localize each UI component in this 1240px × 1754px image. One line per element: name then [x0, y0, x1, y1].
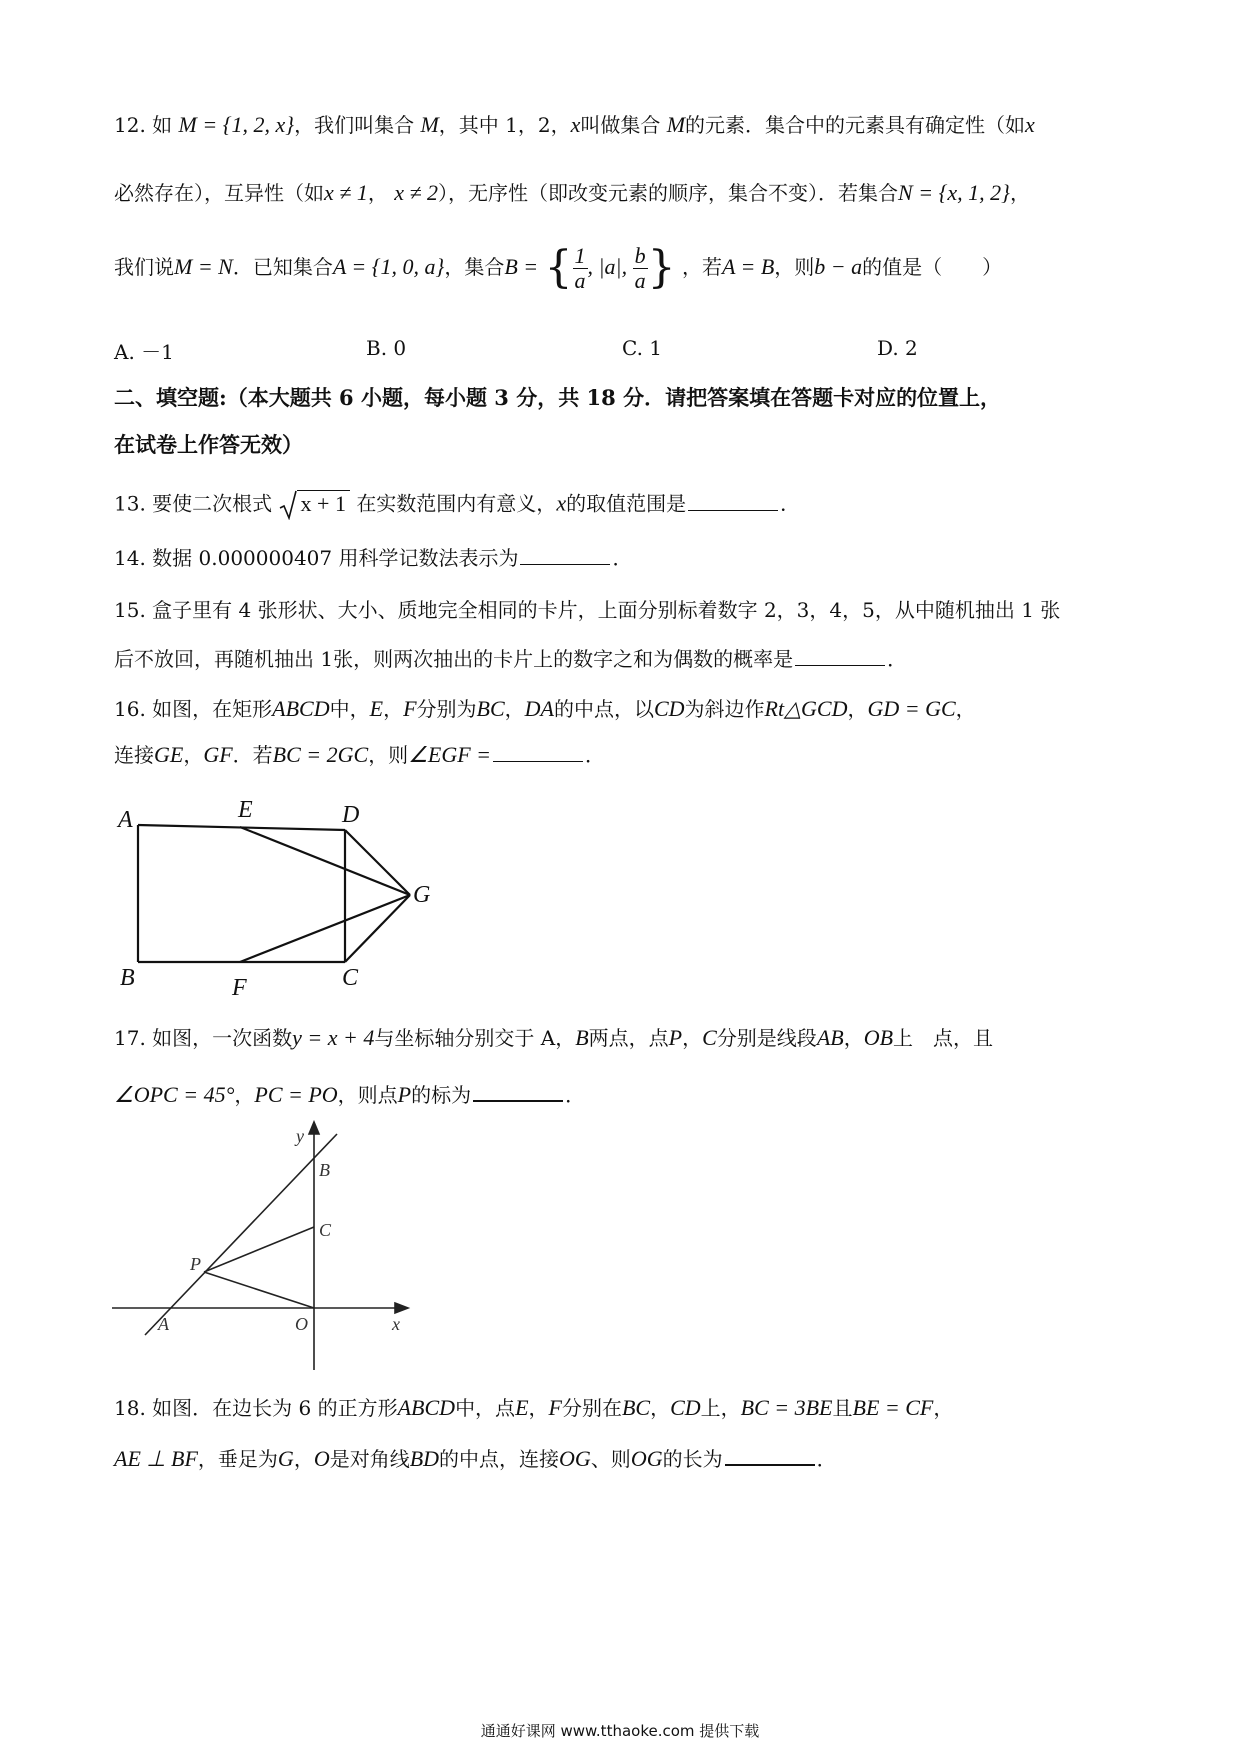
math: ABCD — [397, 1395, 456, 1420]
text: ．已知集合 — [232, 254, 333, 279]
math: E — [515, 1395, 529, 1420]
label-b: B — [319, 1160, 330, 1180]
q17-line2 — [114, 1082, 585, 1108]
text: 叫做集合 — [580, 113, 661, 137]
label-e: E — [238, 797, 253, 823]
math: ∠OPC = 45° — [114, 1082, 235, 1107]
math: BC — [621, 1395, 651, 1420]
fraction-b-over-a — [633, 244, 648, 293]
text: 12. 如 — [114, 113, 173, 137]
text: ， — [293, 1447, 314, 1471]
label-c: C — [319, 1220, 332, 1240]
math: BE = CF — [852, 1395, 934, 1420]
q12-option-a: A. －1 — [114, 340, 174, 364]
math: CD — [670, 1395, 701, 1420]
math: BD — [409, 1446, 440, 1471]
text: ． — [585, 743, 606, 767]
math: y = x + 4 — [292, 1025, 375, 1050]
text: 的元素．集合中的元素具有确定性（如 — [685, 113, 1026, 137]
answer-blank — [520, 563, 610, 565]
text: 在实数范围内有意义， — [356, 491, 557, 516]
edge-dg — [345, 830, 410, 895]
math: O — [313, 1446, 330, 1471]
math: A = {1, 0, a} — [332, 253, 445, 279]
radical-sign-icon — [279, 490, 297, 520]
q12-line2 — [114, 180, 1030, 206]
math: ∠EGF = — [408, 742, 492, 767]
math: BC — [476, 696, 505, 721]
math: A = B — [721, 253, 775, 279]
q15-line1: 15. 盒子里有 4 张形状、大小、质地完全相同的卡片，上面分别标着数字 2，3，4，5，从中随机抽出 1 张 — [114, 598, 1061, 622]
label-f: F — [232, 975, 247, 1001]
math: BC = 3BE — [740, 1395, 833, 1420]
math: B — [575, 1025, 589, 1050]
q18-line2 — [114, 1446, 837, 1472]
q14-line — [114, 546, 632, 570]
answer-blank — [473, 1099, 563, 1102]
math: PC = PO — [254, 1082, 338, 1107]
label-p: P — [190, 1254, 201, 1274]
edge-cg — [345, 895, 410, 962]
label-b: B — [120, 965, 135, 991]
q15-line2 — [114, 647, 907, 671]
text: ， — [234, 1083, 255, 1107]
math: CD — [653, 696, 685, 721]
text: 18. 如图．在边长为 6 的正方形 — [114, 1396, 398, 1420]
math: E — [369, 696, 384, 721]
q12-option-c: C. 1 — [622, 336, 663, 360]
math: Rt△GCD — [764, 696, 848, 721]
text: ． — [612, 546, 633, 570]
text: 中， — [329, 697, 370, 721]
q12-line3 — [114, 242, 1002, 295]
text: 后不放回，再随机抽出 1张，则两次抽出的卡片上的数字之和为偶数的概率是 — [114, 647, 794, 671]
text: 上， — [700, 1396, 741, 1420]
page-footer: 通通好课网 www.tthaoke.com 提供下载 — [480, 1722, 760, 1740]
math: x — [570, 112, 581, 137]
q16-line2 — [114, 742, 605, 768]
math: C — [702, 1025, 717, 1050]
q16-figure — [110, 795, 460, 1005]
q13-line — [114, 490, 800, 520]
text: 14. 数据 0.000000407 用科学记数法表示为 — [114, 546, 519, 570]
math: M = N — [174, 253, 233, 279]
text: ， — [933, 1396, 954, 1420]
math: GF — [203, 742, 233, 767]
math: OG — [559, 1446, 591, 1471]
math: G — [277, 1446, 294, 1471]
math: x ≠ 2 — [394, 180, 439, 205]
text: 的中点，以 — [553, 697, 654, 721]
math: x ≠ 1 — [324, 180, 368, 205]
text: 的中点，连接 — [439, 1447, 560, 1471]
text: 为斜边作 — [684, 697, 765, 721]
math: F — [403, 696, 417, 721]
text: 分别为 — [416, 697, 477, 721]
text: ， — [183, 743, 204, 767]
answer-blank — [493, 760, 583, 762]
text: ， — [528, 1396, 549, 1420]
q17-line1 — [114, 1025, 993, 1051]
denominator: a — [634, 267, 646, 293]
text: ． — [816, 1447, 837, 1471]
text: ， — [504, 697, 525, 721]
text: ，我们叫集合 — [294, 113, 415, 137]
label-c: C — [342, 965, 359, 991]
text: ， — [1009, 181, 1030, 205]
denominator: a — [574, 267, 586, 293]
math: , |a|, — [587, 253, 633, 279]
text: 连接 — [114, 743, 154, 767]
section-heading-line2: 在试卷上作答无效） — [114, 432, 303, 457]
text: 我们说 — [114, 254, 174, 279]
q16-line1 — [114, 696, 976, 722]
text: 两点，点 — [588, 1026, 669, 1050]
square-root — [279, 490, 350, 520]
q18-line1 — [114, 1395, 953, 1421]
text: ，集合 — [444, 254, 505, 279]
math: OG — [630, 1446, 663, 1471]
math: b − a — [814, 253, 863, 279]
math: M — [666, 112, 686, 137]
text: ． — [780, 491, 801, 516]
label-x: x — [392, 1314, 400, 1334]
q12-option-b: B. 0 — [366, 336, 407, 360]
section-heading-line1: 二、填空题:（本大题共 6 小题，每小题 3 分，共 18 分．请把答案填在答题卡对应的位置上， — [114, 385, 1002, 410]
text: 中，点 — [455, 1396, 516, 1420]
text: ，若 — [681, 254, 722, 279]
label-o: O — [295, 1314, 308, 1334]
answer-blank — [795, 664, 885, 666]
text: ． — [565, 1083, 586, 1107]
radicand: x + 1 — [297, 490, 350, 516]
text: 17. 如图，一次函数 — [114, 1026, 293, 1050]
math: P — [397, 1082, 412, 1107]
edge-eg — [240, 827, 410, 895]
text: 16. 如图，在矩形 — [114, 697, 273, 721]
numerator: 1 — [574, 242, 586, 268]
math: GD = GC — [867, 696, 956, 721]
left-brace: { — [544, 242, 573, 293]
text: 的长为 — [662, 1447, 723, 1471]
math: OB — [863, 1025, 894, 1050]
text: 的标为 — [411, 1083, 472, 1107]
text: 的值是（ ） — [862, 254, 1003, 279]
text: 分别是线段 — [716, 1026, 817, 1050]
q12-line1 — [114, 112, 1035, 138]
line-y-equals-x-plus-4 — [145, 1134, 337, 1335]
label-a: A — [158, 1314, 169, 1334]
text: ，则点 — [337, 1083, 398, 1107]
text: ． — [887, 647, 908, 671]
text: 与坐标轴分别交于 A， — [374, 1026, 576, 1050]
text: 13. 要使二次根式 — [114, 491, 273, 516]
y-axis-arrow-icon — [309, 1122, 319, 1134]
text: ， — [955, 697, 976, 721]
text: 的取值范围是 — [566, 491, 687, 516]
text: ，垂足为 — [197, 1447, 278, 1471]
text: 上 点，且 — [893, 1026, 994, 1050]
x-axis-arrow-icon — [395, 1303, 408, 1313]
label-d: D — [342, 802, 360, 828]
answer-blank — [725, 1463, 815, 1466]
text: 且 — [832, 1396, 853, 1420]
math: AB — [816, 1025, 844, 1050]
math: M — [420, 112, 439, 137]
math: F — [548, 1395, 562, 1420]
math: DA — [524, 696, 554, 721]
text: ， — [682, 1026, 703, 1050]
math: M = {1, 2, x} — [178, 112, 295, 137]
text: ， — [650, 1396, 671, 1420]
math: x — [1025, 112, 1035, 137]
math: N = {x, 1, 2} — [898, 180, 1010, 205]
q17-figure — [100, 1120, 420, 1380]
q12-option-d: D. 2 — [877, 336, 918, 360]
segment-pc — [204, 1227, 314, 1272]
math: GE — [154, 742, 184, 767]
text: ，其中 1，2， — [438, 113, 571, 137]
text: ， — [847, 697, 868, 721]
math: AE ⊥ BF — [114, 1446, 198, 1471]
label-a: A — [118, 807, 133, 833]
text: ， — [843, 1026, 864, 1050]
label-g: G — [413, 882, 431, 908]
segment-po — [204, 1272, 314, 1308]
math: P — [668, 1025, 683, 1050]
text: ， — [367, 181, 388, 205]
math: x — [556, 490, 567, 516]
label-y: y — [296, 1126, 304, 1146]
math: ABCD — [272, 696, 330, 721]
text: ， — [383, 697, 404, 721]
text: 必然存在），互异性（如 — [114, 181, 324, 205]
text: ．若 — [232, 743, 273, 767]
text: ，则 — [774, 254, 815, 279]
fraction-1-over-a — [573, 244, 588, 293]
math: BC = 2GC — [272, 742, 369, 767]
text: ，则 — [368, 743, 409, 767]
right-brace: } — [647, 242, 676, 293]
edge-fg — [240, 895, 410, 962]
text: ），无序性（即改变元素的顺序，集合不变）．若集合 — [438, 181, 899, 205]
math: B = — [504, 253, 539, 279]
text: 分别在 — [561, 1396, 622, 1420]
text: 、则 — [590, 1447, 631, 1471]
text: 是对角线 — [329, 1447, 410, 1471]
answer-blank — [688, 509, 778, 511]
numerator: b — [634, 242, 646, 268]
